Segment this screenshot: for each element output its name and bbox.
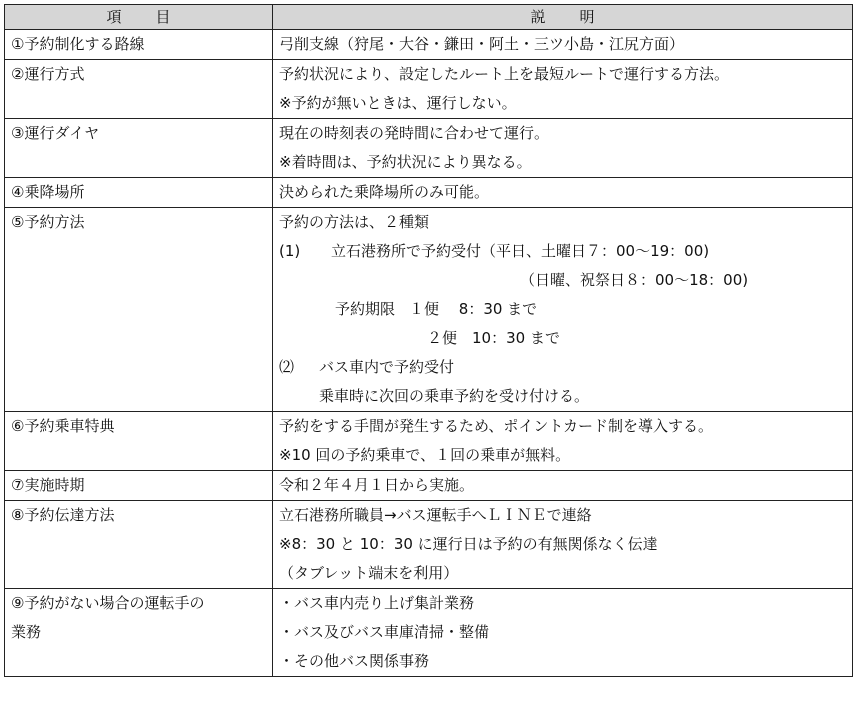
description-line: 現在の時刻表の発時間に合わせて運行。 [279,124,550,142]
row-description [273,501,853,589]
table-row [5,178,853,208]
header-item [5,5,273,30]
row-item: ⑤予約方法 [5,208,273,412]
table-row [5,471,853,501]
row-item: ②運行方式 [5,60,273,119]
description-line: ※予約が無いときは、運行しない。 [279,94,517,112]
row-description [273,589,853,677]
header-desc-char2: 明 [579,8,595,26]
description-line: ※10 回の予約乗車で、１回の乗車が無料。 [279,446,571,464]
item-line: ⑨予約がない場合の運転手の [11,594,205,612]
spec-table [4,4,853,677]
description-line: ・その他バス関係事務 [279,652,430,670]
row-item: ③運行ダイヤ [5,119,273,178]
description-line [279,295,846,324]
item-line: 業務 [11,623,42,641]
description-line [279,353,846,382]
row-description [273,471,853,501]
table-header-row [5,5,853,30]
description-line: ※8：30 と 10：30 に運行日は予約の有無関係なく伝達 [279,535,658,553]
row-description [273,60,853,119]
description-line: 乗車時に次回の乗車予約を受け付ける。 [319,387,590,405]
table-row [5,589,853,677]
description-line: 予約の方法は、２種類 [279,213,430,231]
description-line: 立石港務所職員→バス運転手へＬＩＮＥで連絡 [279,506,592,524]
table-row [5,60,853,119]
description-line: 予約状況により、設定したルート上を最短ルートで運行する方法。 [279,65,730,83]
deadline-label: 予約期限 [335,300,396,318]
header-description [273,5,853,30]
row-item: ⑦実施時期 [5,471,273,501]
table-row [5,30,853,60]
method-number: ⑵ [279,358,295,376]
row-item: ④乗降場所 [5,178,273,208]
table-row [5,501,853,589]
row-description [273,412,853,471]
row-item: ①予約制化する路線 [5,30,273,60]
description-line: ２便 10：30 まで [427,329,560,347]
row-description [273,208,853,412]
table-row [5,119,853,178]
description-line: 予約をする手間が発生するため、ポイントカード制を導入する。 [279,417,713,435]
method-number: (1) [279,242,301,260]
row-description [273,119,853,178]
table-row [5,208,853,412]
header-item-char1: 項 [106,8,122,26]
description-line: ※着時間は、予約状況により異なる。 [279,153,532,171]
row-description [273,178,853,208]
description-line: 令和２年４月１日から実施。 [279,476,475,494]
row-description [273,30,853,60]
header-desc-char1: 説 [530,8,546,26]
description-line: 弓削支線（狩尾・大谷・鎌田・阿土・三ツ小島・江尻方面） [279,35,685,53]
table-row [5,412,853,471]
deadline-value: １便 8：30 まで [409,300,538,318]
description-line: （タブレット端末を利用） [279,564,459,582]
description-line: 決められた乗降場所のみ可能。 [279,183,490,201]
description-line: ・バス車内売り上げ集計業務 [279,594,475,612]
row-item: ⑧予約伝達方法 [5,501,273,589]
method-text: 立石港務所で予約受付（平日、土曜日７：00〜19：00) [331,242,710,260]
description-line [279,237,846,266]
row-item: ⑥予約乗車特典 [5,412,273,471]
description-line: （日曜、祝祭日８：00〜18：00) [520,271,749,289]
method-text: バス車内で予約受付 [319,358,455,376]
description-line: ・バス及びバス車庫清掃・整備 [279,623,490,641]
row-item [5,589,273,677]
header-item-char2: 目 [155,8,171,26]
